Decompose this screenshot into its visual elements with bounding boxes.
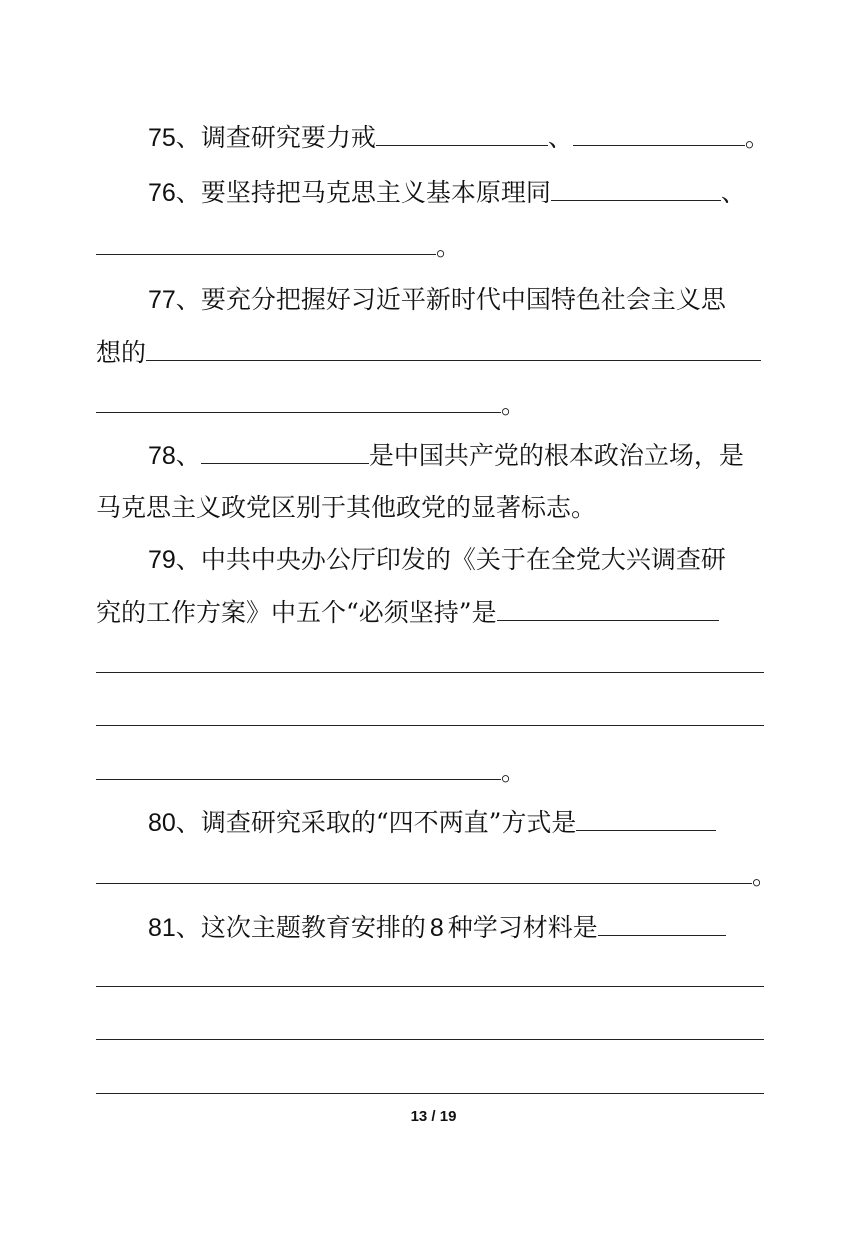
question-text: 是中国共产党的根本政治立场，是 [368,441,744,470]
question-80 [148,808,716,838]
question-78-line-2 [96,493,596,523]
question-77-line-2 [96,338,761,368]
answer-line[interactable] [96,672,764,673]
question-77 [148,285,726,315]
question-80-line-2 [96,861,777,891]
question-76 [148,178,746,208]
answer-blank[interactable] [201,441,369,464]
answer-line[interactable] [96,1039,764,1040]
question-75 [148,123,770,153]
answer-blank[interactable] [497,598,719,621]
question-77-line-3 [96,390,526,420]
answer-blank[interactable] [96,861,752,884]
period: 。 [744,123,770,152]
material-count: 8 [429,914,444,942]
question-number: 78、 [148,442,201,470]
answer-blank[interactable] [96,757,501,780]
period: 。 [752,861,778,890]
question-text: 中共中央办公厅印发的《关于在全党大兴调查研 [200,545,726,574]
question-number: 79、 [148,546,201,574]
question-number: 77、 [148,286,201,314]
question-text: 这次主题教育安排的 [200,913,426,942]
separator: 、 [720,178,746,207]
separator: 、 [547,123,573,152]
answer-blank[interactable] [376,123,548,146]
answer-blank[interactable] [551,178,721,201]
question-number: 81、 [148,914,201,942]
answer-line[interactable] [96,1093,764,1094]
question-78 [148,441,744,471]
question-76-line-2 [96,232,461,262]
answer-line[interactable] [96,725,764,726]
answer-line[interactable] [96,986,764,987]
question-81 [148,913,726,943]
question-text: 马克思主义政党区别于其他政党的显著标志。 [96,493,597,522]
question-text: 要充分把握好习近平新时代中国特色社会主义思 [200,285,726,314]
question-79 [148,545,726,575]
question-text: 调查研究要力戒 [200,123,376,152]
period: 。 [501,757,527,786]
answer-blank[interactable] [573,123,745,146]
period: 。 [436,232,462,261]
answer-blank[interactable] [576,808,716,831]
answer-blank[interactable] [598,913,726,936]
question-text: 究的工作方案》中五个“必须坚持”是 [96,598,497,627]
question-text: 种学习材料是 [447,913,598,942]
period: 。 [501,390,527,419]
page-number: 13 / 19 [410,1108,457,1125]
question-text: 想的 [96,338,147,367]
question-number: 80、 [148,809,201,837]
question-79-line-5 [96,757,526,787]
answer-blank[interactable] [96,390,501,413]
question-number: 76、 [148,179,201,207]
question-number: 75、 [148,124,201,152]
question-79-line-2 [96,598,719,628]
answer-blank[interactable] [146,338,761,361]
question-text: 要坚持把马克思主义基本原理同 [200,178,551,207]
answer-blank[interactable] [96,232,436,255]
question-text: 调查研究采取的“四不两直”方式是 [200,808,577,837]
